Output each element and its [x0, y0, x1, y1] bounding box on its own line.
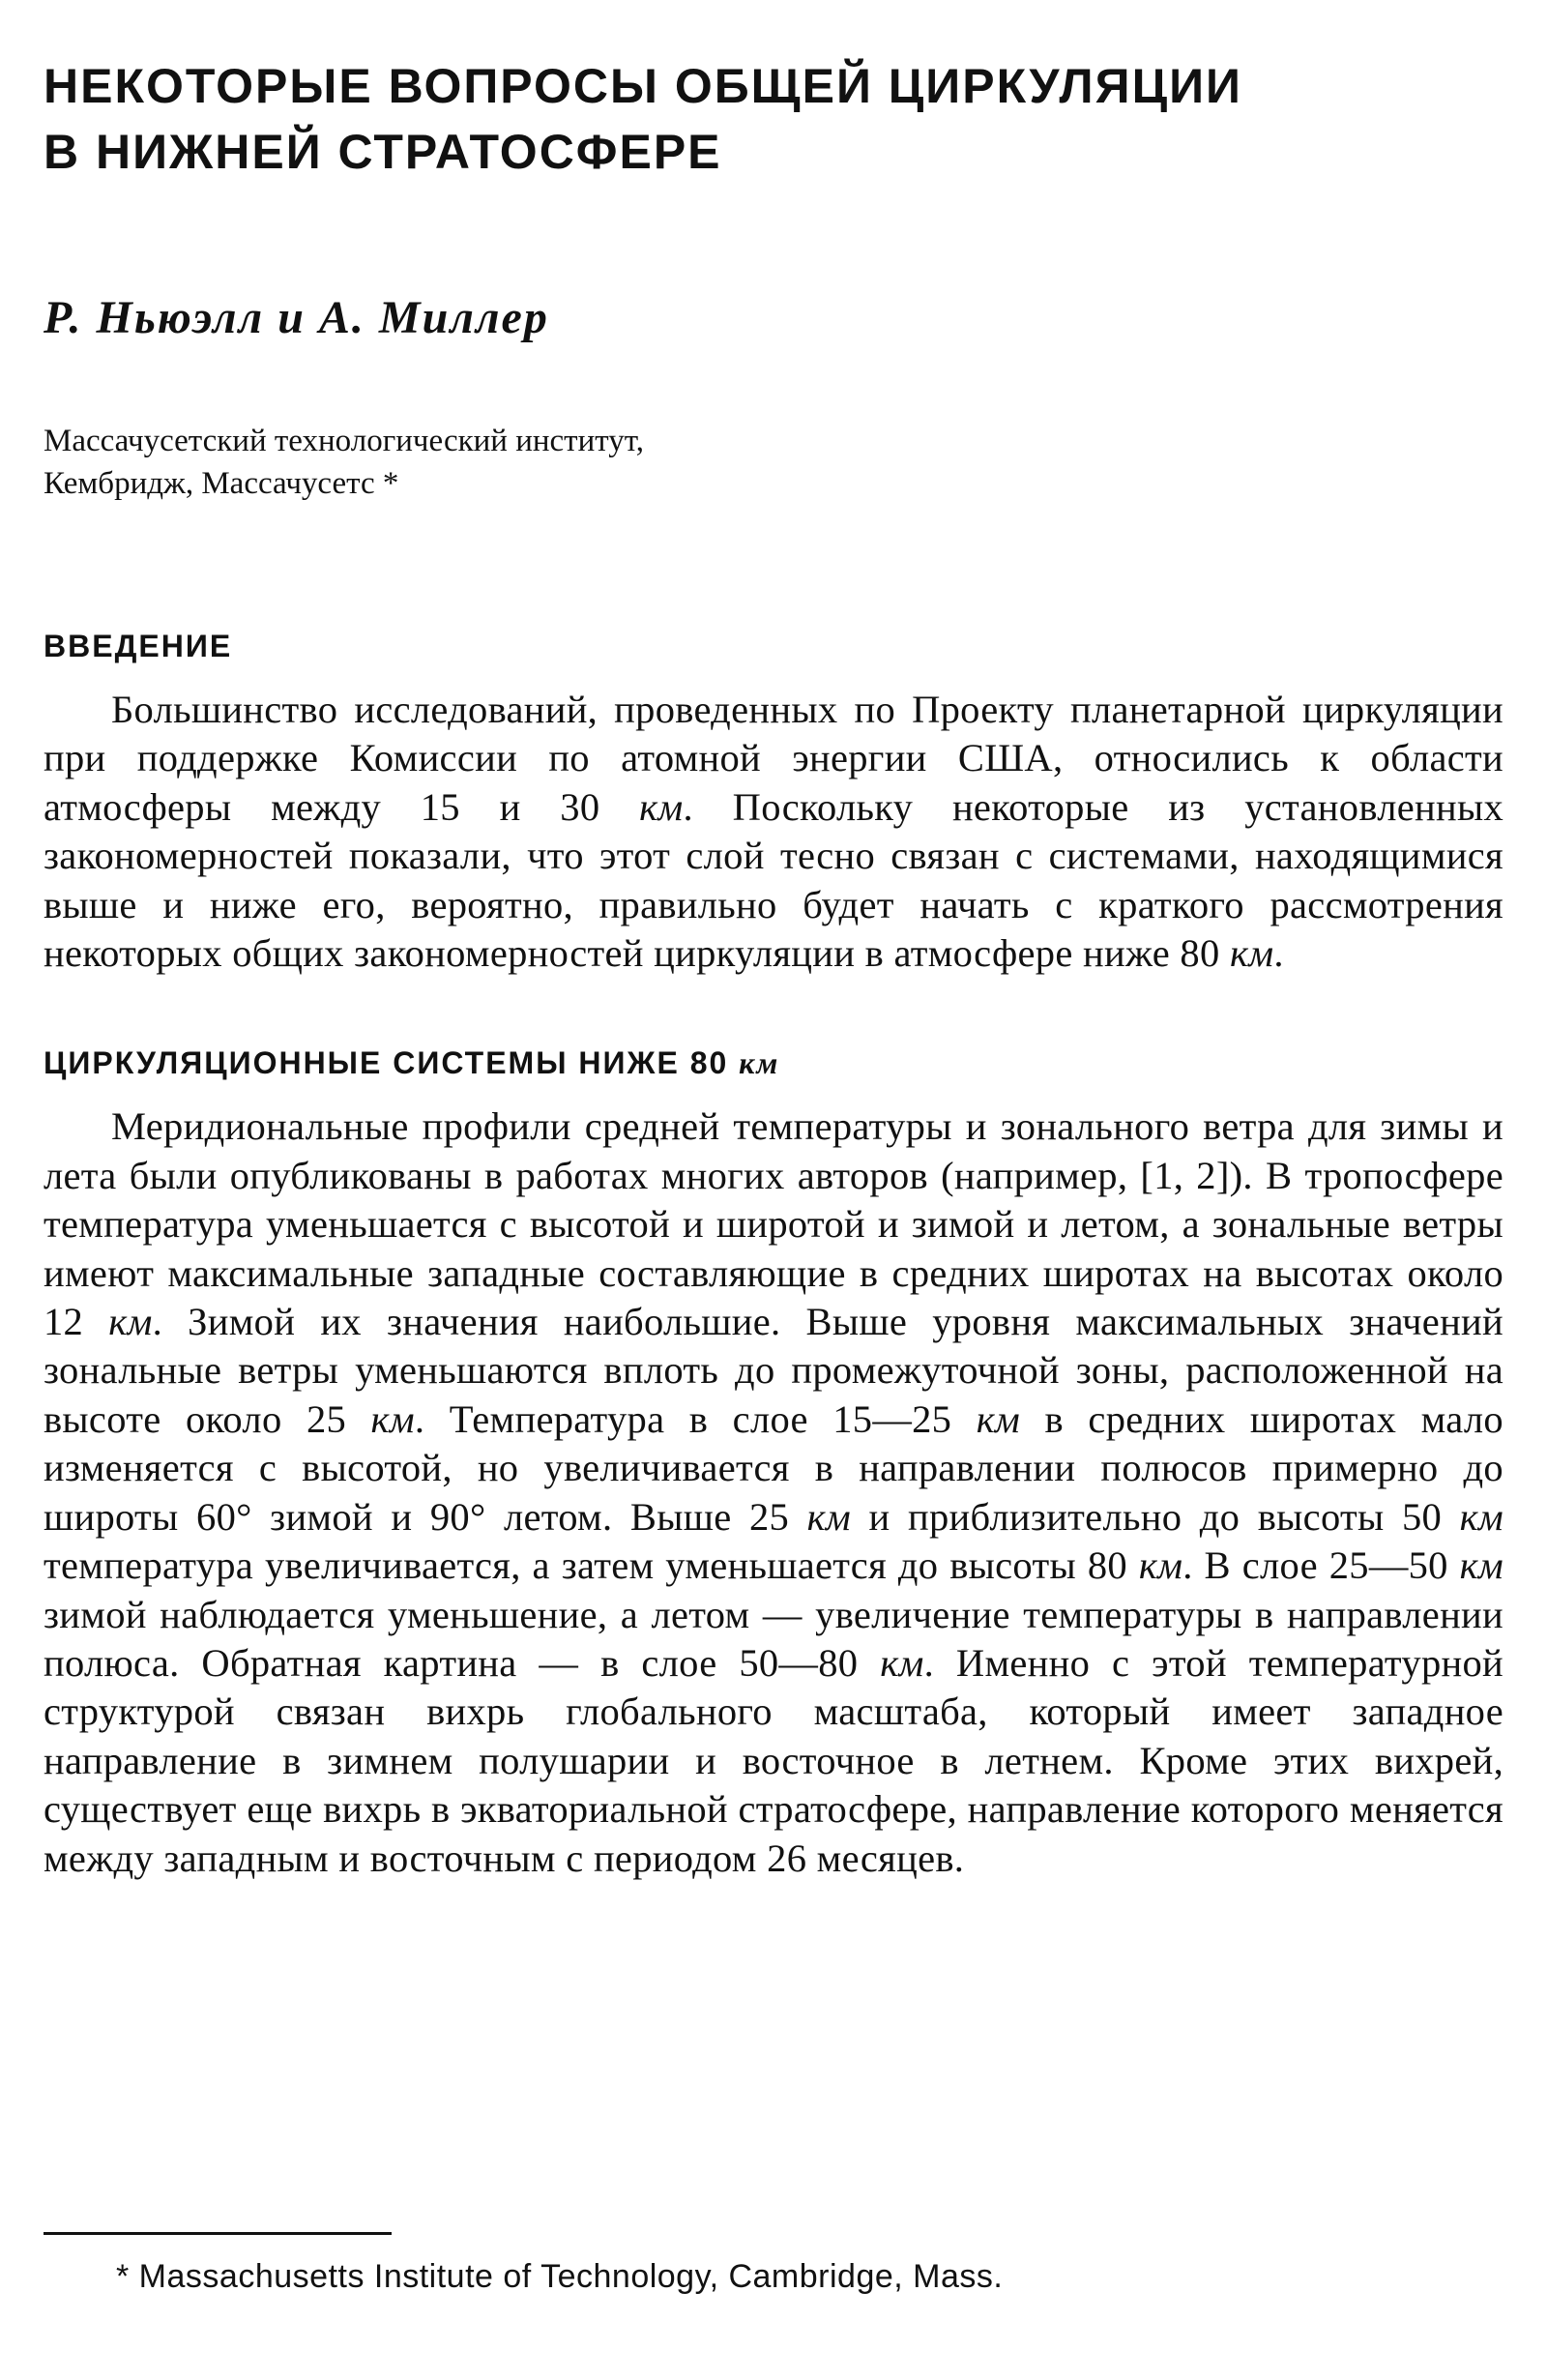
circ-text-7: . В слое 25—50 [1182, 1543, 1460, 1588]
circulation-heading-unit: км [739, 1045, 780, 1081]
circ-unit-7: км [1459, 1543, 1504, 1588]
footnote-divider [44, 2232, 392, 2235]
circ-unit-4: км [806, 1494, 852, 1539]
circ-unit-5: км [1459, 1494, 1503, 1539]
authors: Р. Ньюэлл и А. Миллер [44, 292, 549, 343]
circ-unit-3: км [976, 1396, 1021, 1441]
circ-unit-2: км [370, 1396, 415, 1441]
circulation-heading-text: ЦИРКУЛЯЦИОННЫЕ СИСТЕМЫ НИЖЕ 80 [44, 1045, 740, 1081]
affiliation-line-2: Кембридж, Массачусетс * [44, 466, 399, 501]
circ-text-9: . Именно с этой температурной структурой связан вихрь глобального масштаба, который имеет западное направление в зимнем полушарии и восточное в летнем. Кроме этих вихрей, существует еще вихрь в экваториальной стратосфере, направление которого меняется между западным и восточным с периодом 26 месяцев. [44, 1640, 1503, 1880]
intro-text-c: . [1273, 931, 1284, 976]
circ-text-1: Меридиональные профили средней температуры и зонального ветра для зимы и лета были опубликованы в работах многих авторов (например, [1, 2]). В тропосфере температура уменьшается с высотой и широтой и зимой и летом, а зональные ветры имеют максимальные западные составляющие в средних широтах на высотах около 12 [44, 1104, 1503, 1344]
circulation-paragraph [44, 1102, 1503, 1883]
intro-unit-2: км [1229, 931, 1274, 976]
circ-text-6: температура увеличивается, а затем уменьшается до высоты 80 [44, 1543, 1139, 1588]
circ-text-8: зимой наблюдается уменьшение, а летом — увеличение температуры в направлении полюса. Обратная картина — в слое 50—80 [44, 1592, 1503, 1685]
circ-text-5: и приблизительно до высоты 50 [851, 1494, 1460, 1539]
title-line-2: В НИЖНЕЙ СТРАТОСФЕРЕ [44, 125, 722, 179]
article-page [44, 53, 1503, 1883]
affiliation [44, 420, 1503, 505]
intro-text-a: Большинство исследований, проведенных по Проекту планетарной циркуляции при поддержке Комиссии по атомной энергии США, относились к области атмосферы между 15 и 30 [44, 688, 1503, 829]
intro-paragraph [44, 686, 1503, 978]
intro-text-b: . Поскольку некоторые из установленных закономерностей показали, что этот слой тесно связан с системами, находящимися выше и ниже его, вероятно, правильно будет начать с краткого рассмотрения некоторых общих закономерностей циркуляции в атмосфере ниже 80 [44, 784, 1503, 976]
affiliation-line-1: Массачусетский технологический институт, [44, 424, 644, 458]
circ-unit-1: км [108, 1300, 153, 1344]
circ-unit-6: км [1138, 1543, 1183, 1588]
circ-text-3: . Температура в слое 15—25 [414, 1396, 977, 1441]
article-title [44, 53, 1503, 185]
intro-unit-1: км [639, 784, 684, 829]
section-heading-intro: ВВЕДЕНИЕ [44, 629, 233, 663]
footnote: * Massachusetts Institute of Technology, Cambridge, Mass. [116, 2258, 1004, 2295]
title-line-1: НЕКОТОРЫЕ ВОПРОСЫ ОБЩЕЙ ЦИРКУЛЯЦИИ [44, 59, 1242, 113]
section-heading-circulation [44, 1045, 1503, 1081]
circ-unit-8: км [880, 1640, 924, 1685]
circ-text-4: в средних широтах мало изменяется с высотой, но увеличивается в направлении полюсов примерно до широты 60° зимой и 90° летом. Выше 25 [44, 1396, 1503, 1539]
circ-text-2: . Зимой их значения наибольшие. Выше уровня максимальных значений зональные ветры уменьшаются вплоть до промежуточной зоны, расположенной на высоте около 25 [44, 1300, 1504, 1441]
